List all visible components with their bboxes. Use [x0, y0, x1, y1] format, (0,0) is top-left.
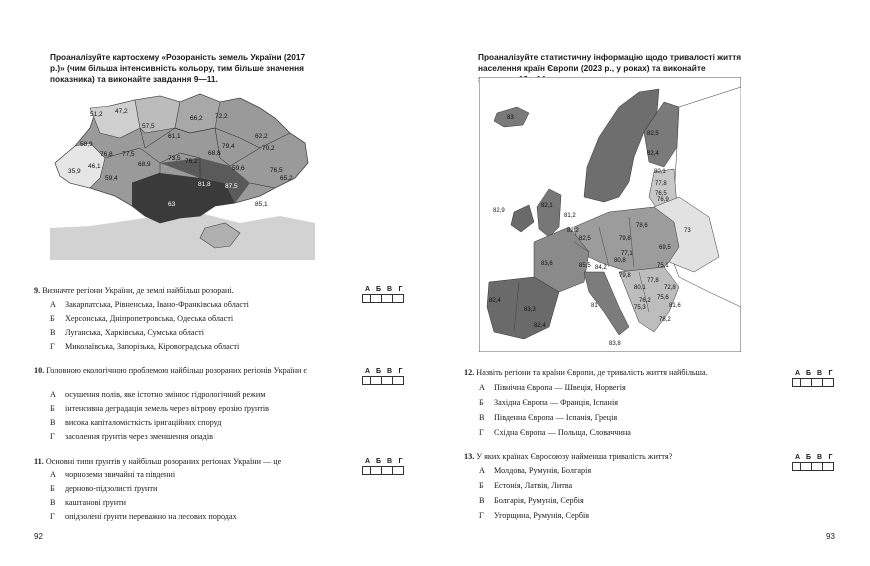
answer-col-d: Г	[828, 370, 833, 377]
answer-box[interactable]	[371, 294, 382, 303]
answer-col-b: Б	[805, 454, 812, 461]
eu-country-value: 82,4	[534, 323, 546, 329]
ua-region-value: 51,2	[90, 111, 103, 118]
ua-region-value: 87,5	[225, 183, 238, 190]
q9-answer-grid[interactable]	[362, 285, 406, 303]
answer-box[interactable]	[823, 378, 834, 387]
ua-region-value: 63	[168, 201, 176, 208]
answer-col-b: Б	[375, 458, 382, 465]
answer-col-d: Г	[398, 286, 403, 293]
option-letter: Б	[479, 398, 484, 407]
eu-country-value: 82,5	[647, 131, 659, 137]
eu-country-value: 78,2	[659, 317, 671, 323]
eu-country-value: 78,6	[636, 223, 648, 229]
eu-country-value: 80,1	[634, 285, 646, 291]
option-text: Естонія, Латвія, Литва	[494, 481, 573, 490]
ua-region-value: 65,2	[280, 175, 293, 182]
question-number: 11.	[34, 457, 44, 466]
answer-box[interactable]	[362, 294, 371, 303]
question-number: 9.	[34, 286, 41, 295]
right-intro: Проаналізуйте статистичну інформацію щодо тривалості життя населення країн Європи (2023 р., у роках) та виконайте	[478, 52, 742, 73]
option-text: дерново-підзолисті ґрунти	[65, 484, 158, 493]
question-10	[34, 366, 324, 376]
answer-box[interactable]	[812, 378, 823, 387]
ua-region-value: 76,8	[100, 151, 113, 158]
ua-region-value: 66,2	[190, 115, 203, 122]
ua-region-value: 85,1	[255, 201, 268, 208]
eu-country-value: 80,1	[654, 169, 666, 175]
ua-region-value: 69,4	[232, 211, 245, 218]
ua-region-value: 70,2	[262, 145, 275, 152]
ua-region-value: 57,5	[142, 123, 155, 130]
eu-country-value: 72,8	[664, 285, 676, 291]
eu-country-value: 84,2	[595, 265, 607, 271]
eu-country-value: 80,8	[614, 258, 626, 264]
answer-col-b: Б	[375, 368, 382, 375]
eu-country-value: 77,1	[621, 251, 633, 257]
answer-box[interactable]	[362, 466, 371, 475]
eu-country-value: 77,8	[647, 278, 659, 284]
question-text: Головною екологічною проблемою найбільш розораних регіонів України є	[46, 366, 307, 375]
eu-country-value: 83	[507, 115, 514, 121]
ua-region-value: 59,6	[232, 165, 245, 172]
answer-box[interactable]	[382, 376, 393, 385]
question-12	[464, 368, 764, 378]
option-text: Угорщина, Румунія, Сербія	[494, 511, 590, 520]
answer-col-a: А	[364, 458, 371, 465]
option-text: опідзолені ґрунти переважно на лесових породах	[65, 512, 237, 521]
ua-region-value: 58,9	[80, 141, 93, 148]
option-text: Південна Європа — Іспанія, Греція	[494, 413, 618, 422]
answer-box[interactable]	[801, 462, 812, 471]
eu-country-value: 83,3	[524, 307, 536, 313]
question-number: 12.	[464, 368, 475, 377]
option-letter: В	[50, 418, 56, 427]
eu-country-value: 83,6	[541, 261, 553, 267]
q11-answer-grid[interactable]	[362, 457, 406, 475]
answer-col-b: Б	[375, 286, 382, 293]
option-text: Луганська, Харківська, Сумська області	[65, 328, 205, 337]
answer-box[interactable]	[393, 466, 404, 475]
question-number: 10.	[34, 366, 45, 375]
option-text: Миколаївська, Запорізька, Кіровоградська області	[65, 342, 240, 351]
answer-box[interactable]	[393, 294, 404, 303]
answer-box[interactable]	[371, 466, 382, 475]
answer-col-a: А	[794, 454, 801, 461]
option-letter: Б	[50, 484, 55, 493]
ua-region-value: 59,4	[105, 175, 118, 182]
option-letter: Б	[50, 404, 55, 413]
ua-region-value: 76,2	[185, 158, 198, 165]
ua-region-value: 62,2	[255, 133, 268, 140]
eu-country-value: 76,9	[657, 197, 669, 203]
option-text: Болгарія, Румунія, Сербія	[494, 496, 584, 505]
ua-region-value: 61,1	[168, 133, 181, 140]
eu-country-value: 75,6	[657, 295, 669, 301]
eu-country-value: 82,2	[567, 228, 579, 234]
answer-box[interactable]	[801, 378, 812, 387]
question-text: Назвіть регіони та країни Європи, де тривалість життя найбільша.	[476, 368, 708, 377]
eu-country-value: 83,8	[609, 341, 621, 347]
question-text: Визначте регіони України, де землі найбільш розорані.	[42, 286, 234, 295]
answer-box[interactable]	[362, 376, 371, 385]
option-letter: А	[50, 300, 56, 309]
answer-col-d: Г	[828, 454, 833, 461]
question-9	[34, 286, 334, 296]
answer-col-b: Б	[805, 370, 812, 377]
eu-country-value: 79,8	[619, 273, 631, 279]
ua-region-value: 46,1	[88, 163, 101, 170]
option-letter: А	[479, 466, 485, 475]
answer-col-c: В	[386, 458, 393, 465]
eu-country-value: 85,5	[579, 263, 591, 269]
option-letter: Г	[50, 432, 55, 441]
ukraine-map	[50, 88, 315, 260]
eu-country-value: 81	[591, 303, 598, 309]
eu-country-value: 82,4	[647, 151, 659, 157]
answer-box[interactable]	[792, 462, 801, 471]
ua-region-value: 72,2	[215, 113, 228, 120]
option-letter: Г	[479, 511, 484, 520]
answer-box[interactable]	[792, 378, 801, 387]
option-letter: В	[479, 496, 485, 505]
answer-box[interactable]	[393, 376, 404, 385]
ua-region-value: 47,2	[115, 108, 128, 115]
option-letter: Б	[479, 481, 484, 490]
option-text: Херсонська, Дніпропетровська, Одеська області	[65, 314, 234, 323]
page-number-left: 92	[34, 532, 43, 541]
answer-box[interactable]	[382, 466, 393, 475]
eu-country-value: 76,2	[639, 298, 651, 304]
q10-answer-grid[interactable]	[362, 367, 406, 385]
eu-country-value: 69,5	[659, 245, 671, 251]
option-text: висока капіталомісткість іригаційних споруд	[65, 418, 222, 427]
ua-region-value: 68,9	[138, 161, 151, 168]
left-intro: Проаналізуйте картосхему «Розораність земель України (2017 р.)» (чим більша інтенсивність кольору, тим більше значення показника) та виконайте завдання 9—11.	[50, 52, 306, 84]
eu-country-value: 76,5	[655, 191, 667, 197]
ua-region-value: 77,5	[122, 151, 135, 158]
answer-box[interactable]	[812, 462, 823, 471]
answer-col-d: Г	[398, 458, 403, 465]
eu-country-value: 75,1	[657, 263, 669, 269]
option-letter: А	[50, 470, 56, 479]
answer-box[interactable]	[371, 376, 382, 385]
ua-region-value: 73,5	[168, 155, 181, 162]
option-text: Північна Європа — Швеція, Норвегія	[494, 383, 626, 392]
answer-col-a: А	[364, 286, 371, 293]
option-text: Закарпатська, Рівненська, Івано-Франківська області	[65, 300, 249, 309]
eu-country-value: 81,6	[669, 303, 681, 309]
ua-region-value: 79,4	[222, 143, 235, 150]
ua-region-value: 76,5	[270, 167, 283, 174]
option-text: Східна Європа — Польща, Словаччина	[494, 428, 631, 437]
q12-answer-grid[interactable]	[792, 369, 836, 387]
answer-col-a: А	[794, 370, 801, 377]
answer-col-c: В	[386, 286, 393, 293]
answer-col-c: В	[816, 454, 823, 461]
option-text: осушення полів, яке істотно змінює гідрологічний режим	[65, 390, 266, 399]
option-letter: Б	[50, 314, 55, 323]
page-number-right: 93	[826, 532, 835, 541]
eu-country-value: 75,3	[634, 305, 646, 311]
question-text: Основні типи ґрунтів у найбільш розораних регіонах України — це	[45, 457, 282, 466]
eu-country-value: 82,5	[579, 236, 591, 242]
eu-country-value: 77,8	[655, 181, 667, 187]
option-letter: Г	[50, 512, 55, 521]
answer-col-a: А	[364, 368, 371, 375]
option-text: засолення ґрунтів через зменшення опадів	[65, 432, 213, 441]
option-letter: Г	[479, 428, 484, 437]
question-13	[464, 452, 764, 462]
option-letter: В	[50, 498, 56, 507]
question-11	[34, 457, 334, 467]
eu-country-value: 82,4	[489, 298, 501, 304]
option-text: Молдова, Румунія, Болгарія	[494, 466, 592, 475]
option-text: чорноземи звичайні та південні	[65, 470, 176, 479]
answer-col-d: Г	[398, 368, 403, 375]
eu-country-value: 82,1	[541, 203, 553, 209]
q13-answer-grid[interactable]	[792, 453, 836, 471]
europe-map	[479, 77, 741, 352]
ua-region-value: 35,9	[68, 168, 81, 175]
answer-box[interactable]	[823, 462, 834, 471]
option-letter: А	[50, 390, 56, 399]
eu-country-value: 82,9	[493, 208, 505, 214]
ua-region-value: 81,8	[198, 181, 211, 188]
option-letter: В	[479, 413, 485, 422]
option-text: Західна Європа — Франція, Іспанія	[494, 398, 618, 407]
eu-country-value: 73	[684, 228, 691, 234]
answer-col-c: В	[386, 368, 393, 375]
option-letter: В	[50, 328, 56, 337]
option-letter: Г	[50, 342, 55, 351]
option-text: каштанові ґрунти	[65, 498, 127, 507]
answer-box[interactable]	[382, 294, 393, 303]
ua-region-value: 68,8	[208, 150, 221, 157]
question-number: 13.	[464, 452, 475, 461]
eu-country-value: 79,8	[619, 236, 631, 242]
option-letter: А	[479, 383, 485, 392]
ua-region-value: 63,2	[215, 211, 228, 218]
option-text: інтенсивна деградація земель через вітрову ерозію ґрунтів	[65, 404, 270, 413]
question-text: У яких країнах Євросоюзу найменша тривалість життя?	[476, 452, 673, 461]
answer-col-c: В	[816, 370, 823, 377]
eu-country-value: 81,2	[564, 213, 576, 219]
